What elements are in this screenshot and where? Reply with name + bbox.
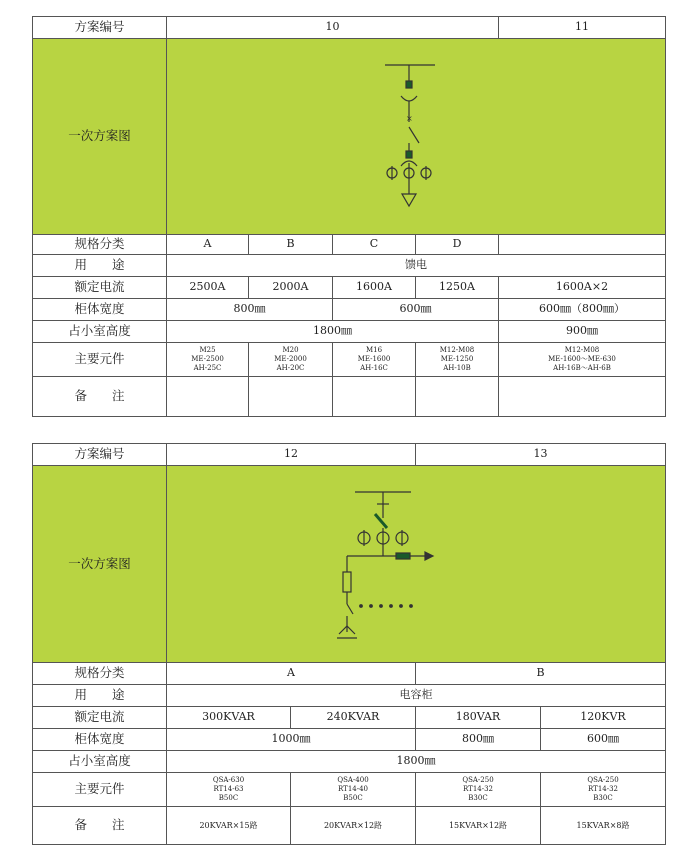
- cabinet-width-cell: 600㎜: [541, 729, 666, 751]
- compartment-height-cell: 1800㎜: [167, 751, 666, 773]
- remark-cell: [167, 377, 249, 417]
- label-usage: 用 途: [33, 685, 167, 707]
- breaker-switch-blade: [409, 127, 419, 143]
- label-rated-current: 额定电流: [33, 707, 167, 729]
- scheme-number-13: 13: [416, 444, 666, 466]
- row-main-components: [33, 773, 666, 807]
- spec-class-cell: B: [416, 663, 666, 685]
- label-main-components: 主要元件: [33, 773, 167, 807]
- capacitor-circuit-diagram: [167, 466, 666, 662]
- label-scheme-number: 方案编号: [33, 444, 167, 466]
- components-cell: QSA-250 RT14-32 B30C: [416, 773, 541, 807]
- components-cell-c: M16 ME-1600 AH-16C: [333, 343, 416, 377]
- rated-current-cell: 1600A×2: [499, 277, 666, 299]
- remark-cell: [249, 377, 333, 417]
- rated-current-cell: 120KVR: [541, 707, 666, 729]
- remark-cell: 20KVAR×15路: [167, 807, 291, 845]
- spec-class-cell: [499, 235, 666, 255]
- label-primary-diagram: 一次方案图: [33, 466, 167, 663]
- diagram-cell-capacitor: [167, 466, 666, 663]
- rated-current-cell: 240KVAR: [291, 707, 416, 729]
- disconnect-contact-upper: [401, 96, 417, 101]
- row-usage: [33, 255, 666, 277]
- fuse-symbol: [343, 572, 351, 592]
- cabinet-width-cell: 800㎜: [167, 299, 333, 321]
- label-cabinet-width: 柜体宽度: [33, 729, 167, 751]
- label-remarks: 备 注: [33, 807, 167, 845]
- plug-contact: [396, 553, 410, 559]
- cabinet-width-cell: 600㎜（800㎜）: [499, 299, 666, 321]
- contactor-blade: [347, 604, 353, 614]
- row-main-components: [33, 343, 666, 377]
- label-usage: 用 途: [33, 255, 167, 277]
- row-primary-diagram: [33, 466, 666, 663]
- usage-value: 电容柜: [167, 685, 666, 707]
- label-cabinet-width: 柜体宽度: [33, 299, 167, 321]
- diagram-cell-feeder: [167, 39, 666, 235]
- scheme-table-12-13: [32, 443, 666, 845]
- knife-switch-blade: [375, 514, 387, 528]
- continuation-dot: [370, 605, 373, 608]
- remark-cell: 15KVAR×8路: [541, 807, 666, 845]
- scheme-number-11: 11: [499, 17, 666, 39]
- components-cell-d: M12-M08 ME-1250 AH-10B: [416, 343, 499, 377]
- row-scheme-number: [33, 444, 666, 466]
- feeder-circuit-diagram: [167, 39, 664, 234]
- continuation-dot: [380, 605, 383, 608]
- continuation-dot: [360, 605, 363, 608]
- arrow-head: [425, 552, 433, 560]
- label-spec-class: 规格分类: [33, 235, 167, 255]
- row-compartment-height: [33, 321, 666, 343]
- row-cabinet-width: [33, 729, 666, 751]
- row-usage: [33, 685, 666, 707]
- continuation-dot: [400, 605, 403, 608]
- rated-current-cell: 2500A: [167, 277, 249, 299]
- spec-class-cell: A: [167, 235, 249, 255]
- usage-value: 馈电: [167, 255, 666, 277]
- row-primary-diagram: [33, 39, 666, 235]
- rated-current-cell: 1250A: [416, 277, 499, 299]
- cabinet-width-cell: 800㎜: [416, 729, 541, 751]
- label-compartment-height: 占小室高度: [33, 321, 167, 343]
- components-cell-11: M12-M08 ME-1600～ME-630 AH-16B～AH-6B: [499, 343, 666, 377]
- rated-current-cell: 2000A: [249, 277, 333, 299]
- remark-cell: [416, 377, 499, 417]
- spec-class-cell: C: [333, 235, 416, 255]
- components-cell-b: M20 ME-2000 AH-20C: [249, 343, 333, 377]
- components-cell: QSA-630 RT14-63 B50C: [167, 773, 291, 807]
- row-spec-class: [33, 663, 666, 685]
- scheme-number-12: 12: [167, 444, 416, 466]
- row-spec-class: [33, 235, 666, 255]
- label-spec-class: 规格分类: [33, 663, 167, 685]
- components-cell: QSA-250 RT14-32 B30C: [541, 773, 666, 807]
- spec-class-cell: B: [249, 235, 333, 255]
- label-compartment-height: 占小室高度: [33, 751, 167, 773]
- cabinet-width-cell: 600㎜: [333, 299, 499, 321]
- scheme-number-10: 10: [167, 17, 499, 39]
- plug-contact-upper: [406, 81, 412, 88]
- remark-cell: 15KVAR×12路: [416, 807, 541, 845]
- label-rated-current: 额定电流: [33, 277, 167, 299]
- compartment-height-cell: 900㎜: [499, 321, 666, 343]
- row-scheme-number: [33, 17, 666, 39]
- row-compartment-height: [33, 751, 666, 773]
- breaker-x-mark: ×: [406, 114, 413, 123]
- rated-current-cell: 300KVAR: [167, 707, 291, 729]
- row-remarks: [33, 807, 666, 845]
- plug-contact-lower: [406, 151, 412, 158]
- label-scheme-number: 方案编号: [33, 17, 167, 39]
- remark-cell: [333, 377, 416, 417]
- label-main-components: 主要元件: [33, 343, 167, 377]
- label-primary-diagram: 一次方案图: [33, 39, 167, 235]
- continuation-dot: [390, 605, 393, 608]
- compartment-height-cell: 1800㎜: [167, 321, 499, 343]
- cable-outlet-triangle: [402, 194, 416, 206]
- components-cell: QSA-400 RT14-40 B50C: [291, 773, 416, 807]
- remark-cell: [499, 377, 666, 417]
- spec-class-cell: D: [416, 235, 499, 255]
- row-cabinet-width: [33, 299, 666, 321]
- components-cell-a: M25 ME-2500 AH-25C: [167, 343, 249, 377]
- label-remarks: 备 注: [33, 377, 167, 417]
- rated-current-cell: 1600A: [333, 277, 416, 299]
- row-rated-current: [33, 707, 666, 729]
- remark-cell: 20KVAR×12路: [291, 807, 416, 845]
- rated-current-cell: 180VAR: [416, 707, 541, 729]
- continuation-dot: [410, 605, 413, 608]
- cabinet-width-cell: 1000㎜: [167, 729, 416, 751]
- scheme-table-10-11: [32, 16, 666, 417]
- spec-class-cell: A: [167, 663, 416, 685]
- row-remarks: [33, 377, 666, 417]
- row-rated-current: [33, 277, 666, 299]
